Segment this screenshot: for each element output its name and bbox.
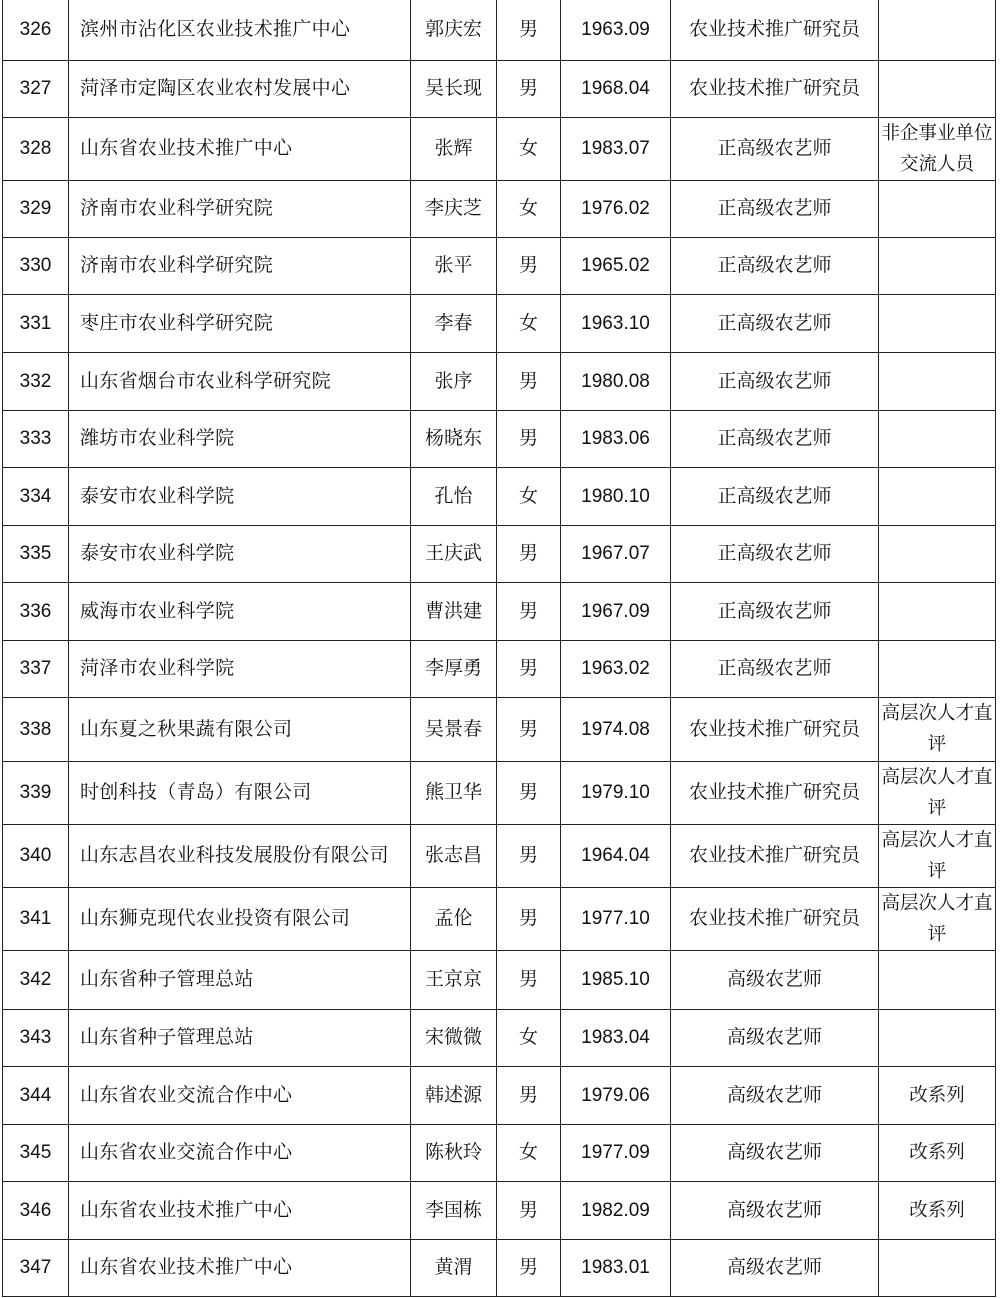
gender-cell: 男 [497, 582, 561, 640]
gender-cell: 男 [497, 0, 561, 60]
unit-cell: 泰安市农业科学院 [69, 525, 411, 582]
note-cell [879, 640, 996, 697]
row-number: 336 [3, 582, 69, 640]
row-number: 330 [3, 237, 69, 294]
title-cell: 高级农艺师 [671, 950, 879, 1009]
unit-cell: 山东省农业交流合作中心 [69, 1124, 411, 1181]
name-cell: 熊卫华 [411, 761, 497, 824]
birth-date-cell: 1967.07 [561, 525, 671, 582]
gender-cell: 男 [497, 237, 561, 294]
table-row [3, 237, 996, 294]
note-cell [879, 180, 996, 237]
birth-date-cell: 1963.10 [561, 294, 671, 352]
birth-date-cell: 1964.04 [561, 824, 671, 887]
name-cell: 吴景春 [411, 697, 497, 761]
unit-cell: 山东省种子管理总站 [69, 1009, 411, 1066]
note-cell [879, 1239, 996, 1296]
name-cell: 张序 [411, 352, 497, 410]
note-cell [879, 582, 996, 640]
note-cell [879, 0, 996, 60]
table-row [3, 824, 996, 887]
unit-cell: 山东省农业交流合作中心 [69, 1066, 411, 1124]
table-row [3, 1181, 996, 1239]
row-number: 346 [3, 1181, 69, 1239]
title-cell: 正高级农艺师 [671, 582, 879, 640]
unit-cell: 山东省农业技术推广中心 [69, 1239, 411, 1296]
title-cell: 正高级农艺师 [671, 410, 879, 467]
note-cell: 改系列 [879, 1124, 996, 1181]
name-cell: 张平 [411, 237, 497, 294]
name-cell: 张辉 [411, 117, 497, 180]
birth-date-cell: 1980.08 [561, 352, 671, 410]
row-number: 332 [3, 352, 69, 410]
table-row [3, 887, 996, 950]
gender-cell: 男 [497, 1066, 561, 1124]
table-body [3, 0, 996, 1296]
table-row [3, 525, 996, 582]
gender-cell: 女 [497, 467, 561, 525]
note-cell: 非企事业单位交流人员 [879, 117, 996, 180]
note-cell: 高层次人才直评 [879, 887, 996, 950]
table-row [3, 1124, 996, 1181]
table-row [3, 117, 996, 180]
title-cell: 正高级农艺师 [671, 467, 879, 525]
table-row [3, 1239, 996, 1296]
gender-cell: 男 [497, 352, 561, 410]
note-cell [879, 525, 996, 582]
table-row [3, 950, 996, 1009]
row-number: 333 [3, 410, 69, 467]
table-row [3, 761, 996, 824]
note-cell [879, 352, 996, 410]
title-cell: 高级农艺师 [671, 1009, 879, 1066]
table-row [3, 582, 996, 640]
table-row [3, 467, 996, 525]
row-number: 343 [3, 1009, 69, 1066]
note-cell [879, 237, 996, 294]
name-cell: 吴长现 [411, 60, 497, 117]
unit-cell: 山东志昌农业科技发展股份有限公司 [69, 824, 411, 887]
row-number: 344 [3, 1066, 69, 1124]
title-cell: 农业技术推广研究员 [671, 761, 879, 824]
row-number: 334 [3, 467, 69, 525]
table-row [3, 352, 996, 410]
gender-cell: 男 [497, 950, 561, 1009]
row-number: 329 [3, 180, 69, 237]
birth-date-cell: 1977.09 [561, 1124, 671, 1181]
birth-date-cell: 1963.02 [561, 640, 671, 697]
note-cell [879, 1009, 996, 1066]
row-number: 345 [3, 1124, 69, 1181]
note-cell [879, 467, 996, 525]
unit-cell: 菏泽市定陶区农业农村发展中心 [69, 60, 411, 117]
name-cell: 李国栋 [411, 1181, 497, 1239]
row-number: 340 [3, 824, 69, 887]
note-cell: 改系列 [879, 1066, 996, 1124]
unit-cell: 山东省农业技术推广中心 [69, 117, 411, 180]
birth-date-cell: 1977.10 [561, 887, 671, 950]
birth-date-cell: 1965.02 [561, 237, 671, 294]
title-cell: 农业技术推广研究员 [671, 60, 879, 117]
birth-date-cell: 1967.09 [561, 582, 671, 640]
title-cell: 高级农艺师 [671, 1181, 879, 1239]
name-cell: 陈秋玲 [411, 1124, 497, 1181]
table-row [3, 180, 996, 237]
title-cell: 高级农艺师 [671, 1066, 879, 1124]
title-cell: 农业技术推广研究员 [671, 0, 879, 60]
row-number: 327 [3, 60, 69, 117]
title-cell: 正高级农艺师 [671, 237, 879, 294]
name-cell: 王庆武 [411, 525, 497, 582]
row-number: 337 [3, 640, 69, 697]
unit-cell: 山东省种子管理总站 [69, 950, 411, 1009]
title-cell: 正高级农艺师 [671, 352, 879, 410]
name-cell: 黄渭 [411, 1239, 497, 1296]
title-cell: 农业技术推广研究员 [671, 887, 879, 950]
gender-cell: 男 [497, 525, 561, 582]
unit-cell: 济南市农业科学研究院 [69, 180, 411, 237]
unit-cell: 菏泽市农业科学院 [69, 640, 411, 697]
gender-cell: 女 [497, 1124, 561, 1181]
row-number: 331 [3, 294, 69, 352]
birth-date-cell: 1982.09 [561, 1181, 671, 1239]
birth-date-cell: 1968.04 [561, 60, 671, 117]
gender-cell: 男 [497, 761, 561, 824]
note-cell: 高层次人才直评 [879, 761, 996, 824]
table-row [3, 0, 996, 60]
title-cell: 正高级农艺师 [671, 294, 879, 352]
name-cell: 孔怡 [411, 467, 497, 525]
table-row [3, 640, 996, 697]
gender-cell: 男 [497, 887, 561, 950]
gender-cell: 女 [497, 294, 561, 352]
birth-date-cell: 1976.02 [561, 180, 671, 237]
note-cell [879, 410, 996, 467]
note-cell [879, 294, 996, 352]
row-number: 347 [3, 1239, 69, 1296]
unit-cell: 时创科技（青岛）有限公司 [69, 761, 411, 824]
name-cell: 曹洪建 [411, 582, 497, 640]
table-row [3, 1066, 996, 1124]
unit-cell: 山东狮克现代农业投资有限公司 [69, 887, 411, 950]
personnel-table [2, 0, 996, 1297]
title-cell: 正高级农艺师 [671, 525, 879, 582]
unit-cell: 山东夏之秋果蔬有限公司 [69, 697, 411, 761]
note-cell [879, 950, 996, 1009]
table-row [3, 60, 996, 117]
note-cell: 改系列 [879, 1181, 996, 1239]
gender-cell: 男 [497, 60, 561, 117]
birth-date-cell: 1979.06 [561, 1066, 671, 1124]
row-number: 328 [3, 117, 69, 180]
unit-cell: 山东省烟台市农业科学研究院 [69, 352, 411, 410]
row-number: 342 [3, 950, 69, 1009]
title-cell: 正高级农艺师 [671, 640, 879, 697]
table-row [3, 1009, 996, 1066]
name-cell: 李厚勇 [411, 640, 497, 697]
name-cell: 李春 [411, 294, 497, 352]
row-number: 338 [3, 697, 69, 761]
title-cell: 正高级农艺师 [671, 180, 879, 237]
birth-date-cell: 1979.10 [561, 761, 671, 824]
gender-cell: 男 [497, 697, 561, 761]
birth-date-cell: 1983.04 [561, 1009, 671, 1066]
gender-cell: 女 [497, 180, 561, 237]
row-number: 339 [3, 761, 69, 824]
birth-date-cell: 1983.06 [561, 410, 671, 467]
title-cell: 农业技术推广研究员 [671, 697, 879, 761]
gender-cell: 男 [497, 410, 561, 467]
name-cell: 韩述源 [411, 1066, 497, 1124]
birth-date-cell: 1980.10 [561, 467, 671, 525]
unit-cell: 滨州市沾化区农业技术推广中心 [69, 0, 411, 60]
gender-cell: 女 [497, 117, 561, 180]
title-cell: 高级农艺师 [671, 1239, 879, 1296]
gender-cell: 男 [497, 824, 561, 887]
unit-cell: 潍坊市农业科学院 [69, 410, 411, 467]
gender-cell: 男 [497, 1181, 561, 1239]
name-cell: 宋微微 [411, 1009, 497, 1066]
note-cell: 高层次人才直评 [879, 824, 996, 887]
note-cell: 高层次人才直评 [879, 697, 996, 761]
name-cell: 郭庆宏 [411, 0, 497, 60]
table-row [3, 410, 996, 467]
gender-cell: 男 [497, 1239, 561, 1296]
name-cell: 李庆芝 [411, 180, 497, 237]
birth-date-cell: 1963.09 [561, 0, 671, 60]
unit-cell: 泰安市农业科学院 [69, 467, 411, 525]
birth-date-cell: 1974.08 [561, 697, 671, 761]
title-cell: 农业技术推广研究员 [671, 824, 879, 887]
gender-cell: 男 [497, 640, 561, 697]
birth-date-cell: 1983.01 [561, 1239, 671, 1296]
name-cell: 孟伦 [411, 887, 497, 950]
unit-cell: 威海市农业科学院 [69, 582, 411, 640]
note-cell [879, 60, 996, 117]
title-cell: 正高级农艺师 [671, 117, 879, 180]
table-row [3, 294, 996, 352]
unit-cell: 山东省农业技术推广中心 [69, 1181, 411, 1239]
gender-cell: 女 [497, 1009, 561, 1066]
table-row [3, 697, 996, 761]
name-cell: 王京京 [411, 950, 497, 1009]
unit-cell: 枣庄市农业科学研究院 [69, 294, 411, 352]
unit-cell: 济南市农业科学研究院 [69, 237, 411, 294]
name-cell: 杨晓东 [411, 410, 497, 467]
name-cell: 张志昌 [411, 824, 497, 887]
birth-date-cell: 1983.07 [561, 117, 671, 180]
row-number: 335 [3, 525, 69, 582]
row-number: 326 [3, 0, 69, 60]
birth-date-cell: 1985.10 [561, 950, 671, 1009]
row-number: 341 [3, 887, 69, 950]
title-cell: 高级农艺师 [671, 1124, 879, 1181]
